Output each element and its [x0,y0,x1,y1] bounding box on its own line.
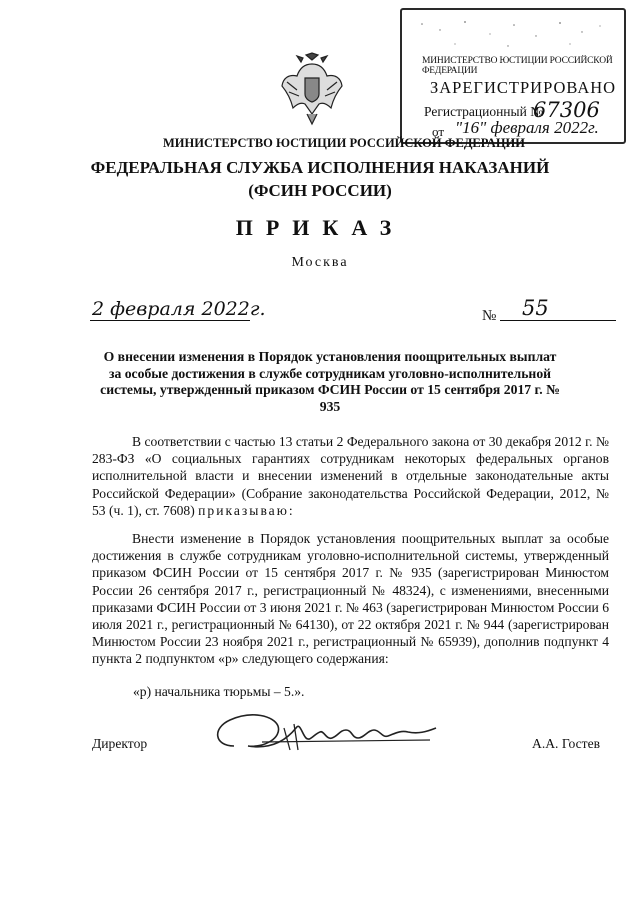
stamp-registered: ЗАРЕГИСТРИРОВАНО [430,78,617,97]
signatory-role: Директор [92,736,148,751]
document-title: О внесении изменения в Порядок установления поощрительных выплат за особые достижения в службе сотрудникам уголовно-исполнительной системы, утвержденный приказом ФСИН России от 15 сентября 2017 г. № 935 [100,349,560,414]
service-name: ФЕДЕРАЛЬНАЯ СЛУЖБА ИСПОЛНЕНИЯ НАКАЗАНИЙ [90,158,550,177]
subpoint-r: «р) начальника тюрьмы – 5.». [133,684,305,699]
ministry-name: МИНИСТЕРСТВО ЮСТИЦИИ РОССИЙСКОЙ ФЕДЕРАЦИИ [163,136,525,150]
number-underline [500,319,616,321]
stamp-number-label: Регистрационный № [424,104,544,119]
stamp-ministry: МИНИСТЕРСТВО ЮСТИЦИИ РОССИЙСКОЙ ФЕДЕРАЦИИ [422,56,613,76]
order-number: 55 [522,296,549,320]
stamp-date-value: "16" февраля 2022г. [455,118,599,137]
stamp-texture [410,16,610,56]
document-type: ПРИКАЗ [235,215,405,240]
city: Москва [291,255,349,270]
coat-of-arms-emblem [279,52,345,128]
service-abbr: (ФСИН РОССИИ) [248,181,392,200]
stamp-number-value: 67306 [533,98,600,122]
handwritten-signature [204,698,454,768]
main-paragraph: Внести изменение в Порядок установления поощрительных выплат за особые достижения в службе сотрудникам уголовно-исполнительной системы, утвержденный приказом ФСИН России от 15 сентября 2017 г. № 935 (зарегистрирован Минюстом России 26 сентября 2017 г., регистрационный № 48324), с изменениями, внесенными приказами ФСИН России от 3 июня 2021 г. № 463 (зарегистрирован Минюстом России 6 июля 2021 г., регистрационный № 64130), от 22 октября 2021 г. № 944 (зарегистрирован Минюстом России 23 ноября 2021 г., регистрационный № 65939), дополнив подпункт 4 пункта 2 подпунктом «р» следующего содержания: [92,531,609,667]
date-underline [90,319,250,321]
order-number-label: № [482,308,497,324]
order-verb: приказываю: [198,502,295,518]
preamble-paragraph [92,433,609,519]
signatory-name: А.А. Гостев [532,736,601,751]
order-date: 2 февраля 2022г. [92,298,266,320]
preamble-text: В соответствии с частью 13 статьи 2 Федерального закона от 30 декабря 2012 г. № 283-ФЗ «О социальных гарантиях сотрудникам некоторых федеральных органов исполнительной власти и внесении изменений в отдельные законодательные акты Российской Федерации» (Собрание законодательства Российской Федерации, 2012, № 53 (ч. 1), ст. 7608) [92,434,609,518]
stamp-from-label: от [432,124,445,139]
